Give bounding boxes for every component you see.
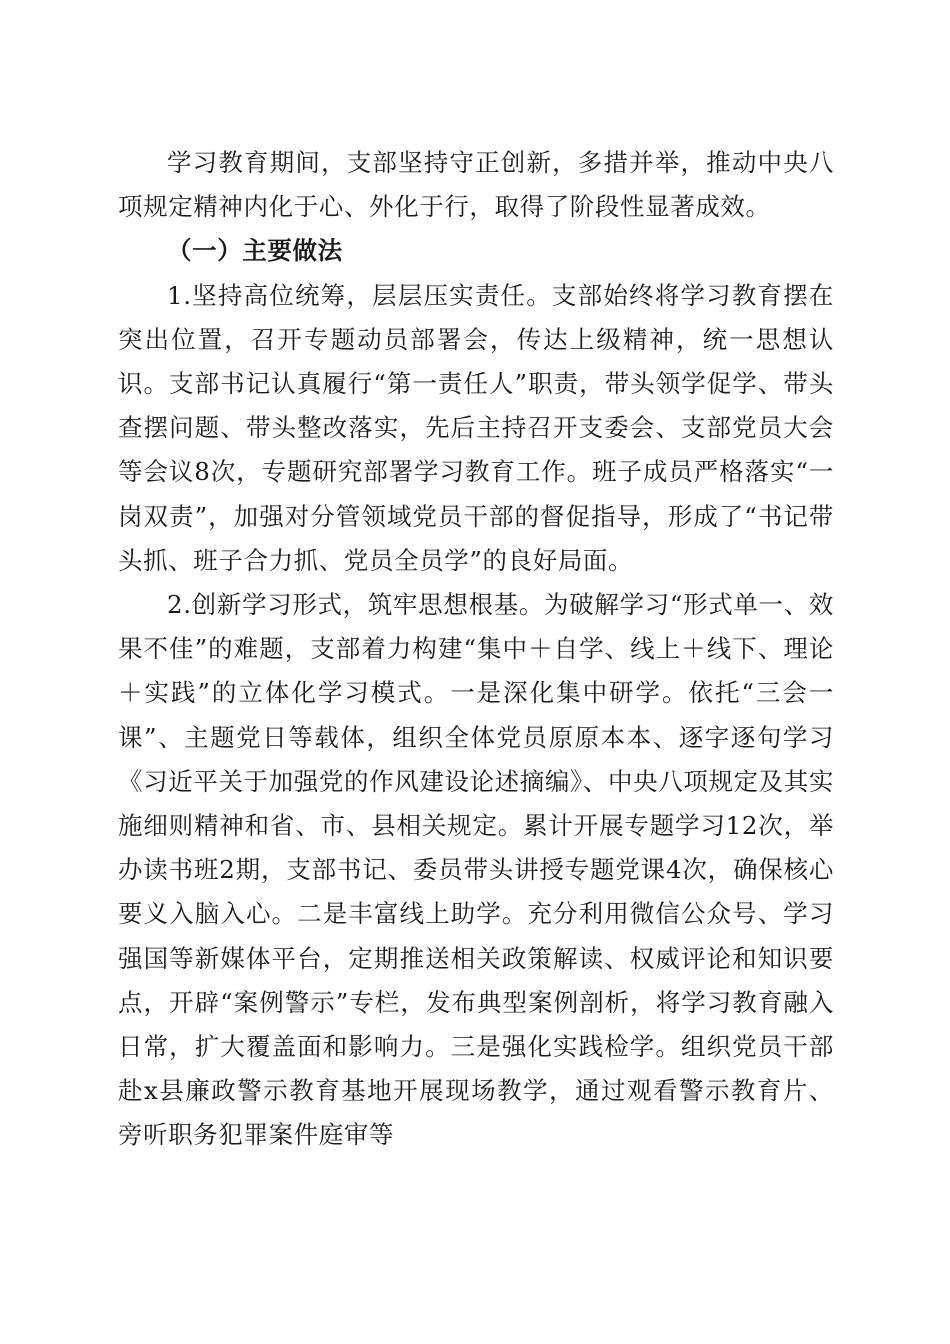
- document-body: [118, 141, 834, 1158]
- paragraph-2: 2.创新学习形式，筑牢思想根基。为破解学习“形式单一、效果不佳”的难题，支部着力构建“集中＋自学、线上＋线下、理论＋实践”的立体化学习模式。一是深化集中研学。依托“三会一课”、主题党日等载体，组织全体党员原原本本、逐字逐句学习《习近平关于加强党的作风建设论述摘编》、中央八项规定及其实施细则精神和省、市、县相关规定。累计开展专题学习12次，举办读书班2期，支部书记、委员带头讲授专题党课4次，确保核心要义入脑入心。二是丰富线上助学。充分利用微信公众号、学习强国等新媒体平台，定期推送相关政策解读、权威评论和知识要点，开辟“案例警示”专栏，发布典型案例剖析，将学习教育融入日常，扩大覆盖面和影响力。三是强化实践检学。组织党员干部赴x县廉政警示教育基地开展现场教学，通过观看警示教育片、旁听职务犯罪案件庭审等: [118, 590, 834, 1150]
- section-heading: （一）主要做法: [167, 236, 343, 266]
- paragraph-1: 1.坚持高位统筹，层层压实责任。支部始终将学习教育摆在突出位置，召开专题动员部署会，传达上级精神，统一思想认识。支部书记认真履行“第一责任人”职责，带头领学促学、带头查摆问题、带头整改落实，先后主持召开支委会、支部党员大会等会议8次，专题研究部署学习教育工作。班子成员严格落实“一岗双责”，加强对分管领域党员干部的督促指导，形成了“书记带头抓、班子合力抓、党员全员学”的良好局面。: [118, 280, 834, 575]
- intro-paragraph: 学习教育期间，支部坚持守正创新，多措并举，推动中央八项规定精神内化于心、外化于行，取得了阶段性显著成效。: [118, 148, 834, 222]
